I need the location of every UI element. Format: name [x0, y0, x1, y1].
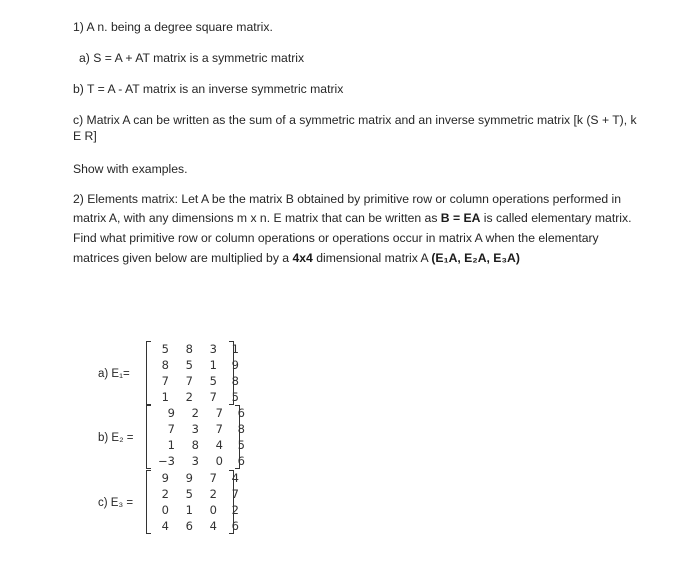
matrix-cell: 1	[231, 342, 239, 356]
q2-line-4-text: matrices given below are multiplied by a	[73, 251, 293, 265]
matrix-cell: 3	[209, 342, 217, 356]
q1-intro: 1) A n. being a degree square matrix.	[73, 20, 273, 34]
matrix-row	[151, 453, 245, 469]
matrix-cell: 1	[209, 358, 217, 372]
q2-line-2	[73, 210, 631, 226]
q1-show-examples: Show with examples.	[73, 162, 188, 176]
matrix-cell: 7	[215, 422, 223, 436]
matrix-cell: 1	[161, 390, 169, 404]
matrix-cell: 8	[237, 422, 245, 436]
matrix-cell: 3	[191, 422, 199, 436]
matrix-row	[151, 437, 245, 453]
matrix-cell: 8	[231, 374, 239, 388]
matrix-cell: 2	[185, 390, 193, 404]
matrix-label: c) E₃ =	[98, 497, 134, 509]
matrix-row	[151, 518, 239, 534]
matrix-cell: 1	[167, 438, 175, 452]
matrix-cell: 5	[161, 342, 169, 356]
matrix-cell: 7	[215, 406, 223, 420]
matrix-cell: 8	[185, 342, 193, 356]
matrix-cell: 7	[231, 487, 239, 501]
q2-formula: B = EA	[440, 211, 481, 225]
matrix-label: a) E₁=	[98, 368, 130, 380]
matrix-cell: 2	[231, 503, 239, 517]
q2-line-2-end: is called elementary matrix.	[480, 211, 632, 225]
matrix-row	[151, 405, 245, 421]
matrix-cell: 6	[231, 519, 239, 533]
matrix-cell: 6	[185, 519, 193, 533]
q1-part-a: a) S = A + AT matrix is a symmetric matrix	[79, 51, 305, 65]
matrix-cell: 0	[161, 503, 169, 517]
q2-line-4-mid: dimensional matrix A	[312, 251, 432, 265]
matrix-row	[151, 470, 239, 486]
matrix-cell: 5	[209, 374, 217, 388]
matrix-cell: 6	[237, 454, 245, 468]
matrix-cell: 2	[191, 406, 199, 420]
matrix-e3	[146, 470, 239, 534]
q1-part-c-line2: E R]	[73, 129, 97, 143]
matrix-block-3	[98, 468, 338, 536]
matrix-cell: 7	[209, 471, 217, 485]
matrix-row	[151, 486, 239, 502]
q2-line-4	[73, 250, 520, 266]
matrix-cell: 6	[237, 406, 245, 420]
matrix-cell: 8	[191, 438, 199, 452]
matrix-cell: 4	[161, 519, 169, 533]
matrix-cell: 2	[161, 487, 169, 501]
q2-line-3: Find what primitive row or column operations or operations occur in matrix A when the elementary	[73, 231, 599, 245]
matrix-row	[151, 502, 239, 518]
matrix-row	[151, 341, 239, 357]
matrix-cell: 9	[231, 358, 239, 372]
matrix-block-1	[98, 339, 338, 407]
q1-part-c-line1: c) Matrix A can be written as the sum of a symmetric matrix and an inverse symmetric matrix [k (S + T), k	[73, 113, 637, 127]
q1-part-b: b) T = A - AT matrix is an inverse symmetric matrix	[73, 82, 344, 96]
matrix-cell: 9	[167, 406, 175, 420]
matrix-cell: 8	[161, 358, 169, 372]
matrix-block-2	[98, 403, 338, 471]
matrix-cell: 1	[185, 503, 193, 517]
matrix-cell: 9	[161, 471, 169, 485]
matrix-cell: 5	[237, 438, 245, 452]
matrix-row	[151, 373, 239, 389]
matrix-cell: 7	[209, 390, 217, 404]
matrix-cell: 0	[209, 503, 217, 517]
matrix-cell: 4	[215, 438, 223, 452]
matrix-cell: −3	[158, 454, 175, 468]
q2-products: (E₁A, E₂A, E₃A)	[431, 251, 520, 265]
matrix-cell: 9	[185, 471, 193, 485]
matrix-cell: 5	[231, 390, 239, 404]
matrix-row	[151, 421, 245, 437]
matrix-cell: 5	[185, 487, 193, 501]
matrix-cell: 5	[185, 358, 193, 372]
matrix-label: b) E₂ =	[98, 432, 134, 444]
matrix-e2	[146, 405, 245, 469]
q2-line-1: 2) Elements matrix: Let A be the matrix B obtained by primitive row or column operations performed in	[73, 192, 622, 206]
matrix-cell: 7	[167, 422, 175, 436]
matrix-cell: 2	[209, 487, 217, 501]
matrix-e1	[146, 341, 239, 405]
matrix-cell: 7	[185, 374, 193, 388]
matrix-row	[151, 357, 239, 373]
matrix-cell: 4	[209, 519, 217, 533]
matrix-cell: 4	[231, 471, 239, 485]
matrix-cell: 3	[191, 454, 199, 468]
matrix-cell: 0	[215, 454, 223, 468]
q2-line-2-text: matrix A, with any dimensions m x n. E matrix that can be written as	[73, 211, 441, 225]
q2-dimension: 4x4	[292, 251, 313, 265]
matrix-cell: 7	[161, 374, 169, 388]
